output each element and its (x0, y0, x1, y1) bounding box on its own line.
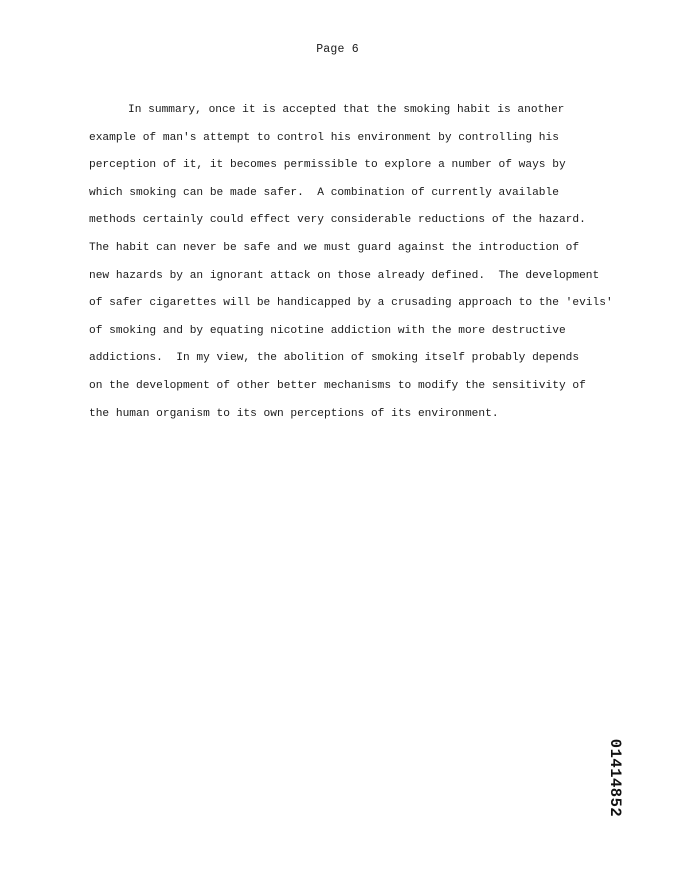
paragraph-line: the human organism to its own perceptions of its environment. (89, 407, 499, 420)
bates-number: 01414852 (606, 738, 624, 818)
paragraph-line: In summary, once it is accepted that the smoking habit is another (128, 104, 565, 116)
paragraph-line: on the development of other better mechanisms to modify the sensitivity of (89, 379, 586, 392)
paragraph-line: of smoking and by equating nicotine addiction with the more destructive (89, 324, 566, 337)
paragraph-line: of safer cigarettes will be handicapped by a crusading approach to the 'evils' (89, 297, 613, 310)
paragraph-line: which smoking can be made safer. A combination of currently available (89, 186, 559, 199)
summary-paragraph (89, 97, 649, 428)
page-number: Page 6 (316, 43, 359, 56)
paragraph-line: perception of it, it becomes permissible to explore a number of ways by (89, 159, 566, 172)
paragraph-line: addictions. In my view, the abolition of smoking itself probably depends (89, 352, 580, 365)
bates-stamp (604, 733, 626, 823)
paragraph-line: new hazards by an ignorant attack on those already defined. The development (89, 269, 600, 282)
paragraph-line: methods certainly could effect very considerable reductions of the hazard. (89, 214, 586, 227)
paragraph-line: example of man's attempt to control his environment by controlling his (89, 131, 559, 144)
paragraph-line: The habit can never be safe and we must guard against the introduction of (89, 241, 580, 254)
